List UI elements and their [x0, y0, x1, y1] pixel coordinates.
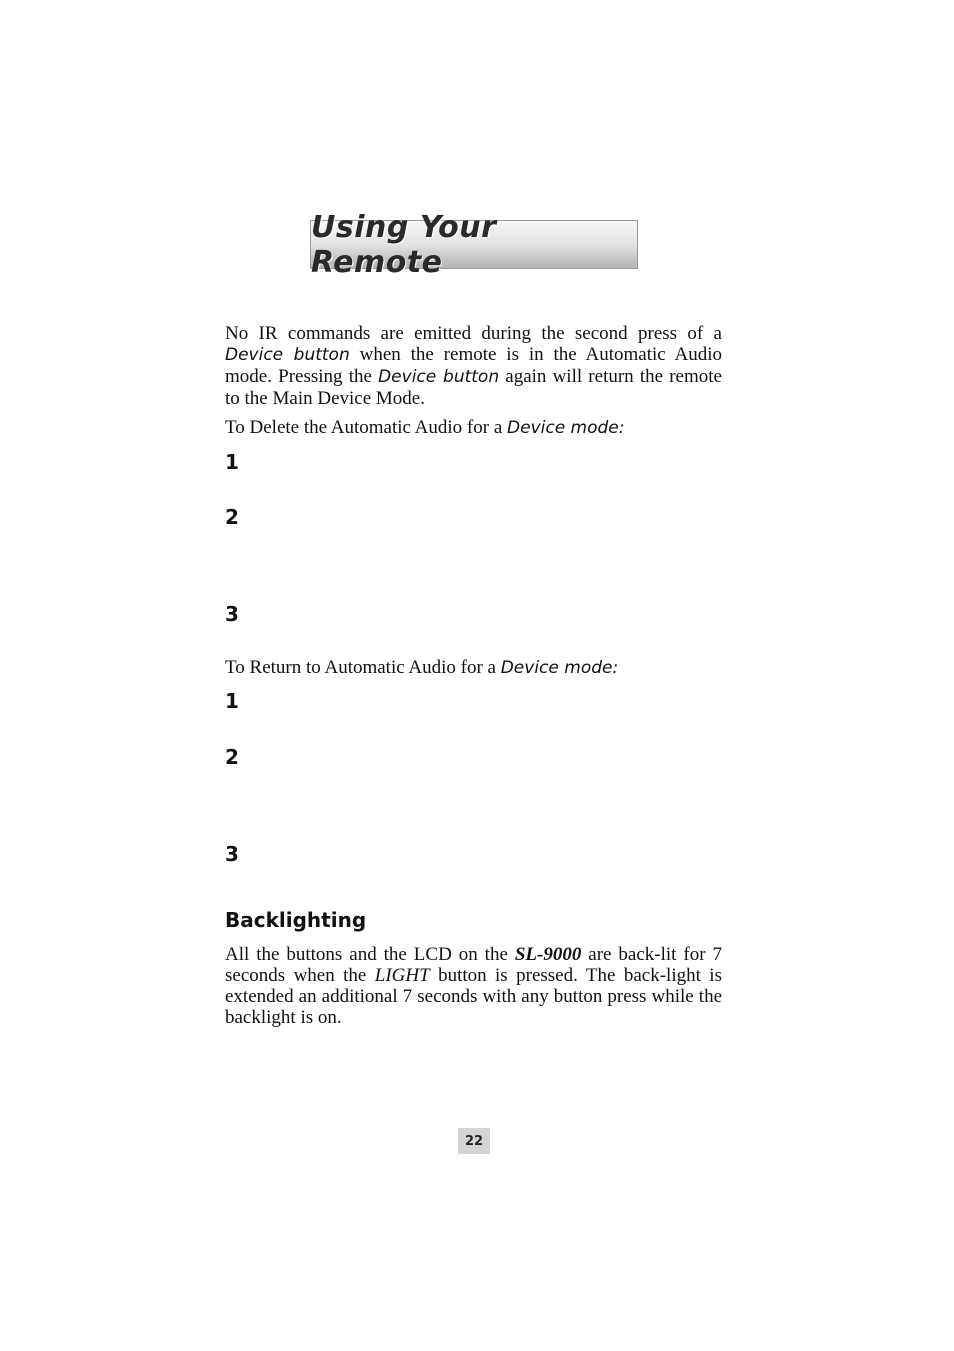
page-number-text: 22 [464, 1133, 484, 1149]
return-step-3: 3 [225, 842, 239, 866]
device-button-term: Device button [378, 367, 500, 387]
device-button-term: Device button [225, 345, 350, 365]
backlighting-text: are back-lit for 7 seconds when the [225, 944, 722, 986]
return-step-2: 2 [225, 745, 239, 769]
backlighting-paragraph [225, 944, 722, 1028]
intro-text: again will return the remote to the Main Device Mode. [225, 366, 722, 409]
device-mode-term: Device mode: [507, 418, 625, 438]
delete-lead-text: To Delete the Automatic Audio for a [225, 417, 508, 438]
intro-text: when the remote is in the Automatic Audio mode. Pressing the [225, 344, 722, 387]
delete-step-1: 1 [225, 450, 239, 474]
intro-paragraph [225, 323, 722, 409]
delete-step-2: 2 [225, 505, 239, 529]
page-title-banner [310, 209, 638, 280]
model-name: SL-9000 [514, 944, 582, 965]
delete-step-3: 3 [225, 602, 239, 626]
return-lead-text: To Return to Automatic Audio for a [225, 657, 501, 678]
return-step-1: 1 [225, 689, 239, 713]
light-button-term: LIGHT [374, 965, 430, 986]
page-title: Using Your Remote [311, 209, 497, 280]
backlighting-text: button is pressed. The back-light is extended an additional 7 seconds with any button press while the backlight is on. [225, 965, 722, 1028]
intro-text: No IR commands are emitted during the second press of a [225, 323, 722, 344]
return-lead [225, 657, 722, 679]
device-mode-term: Device mode: [500, 658, 619, 678]
backlighting-heading: Backlighting [225, 908, 367, 932]
delete-lead [225, 417, 722, 439]
backlighting-text: All the buttons and the LCD on the [225, 944, 515, 965]
page-number [458, 1128, 490, 1154]
